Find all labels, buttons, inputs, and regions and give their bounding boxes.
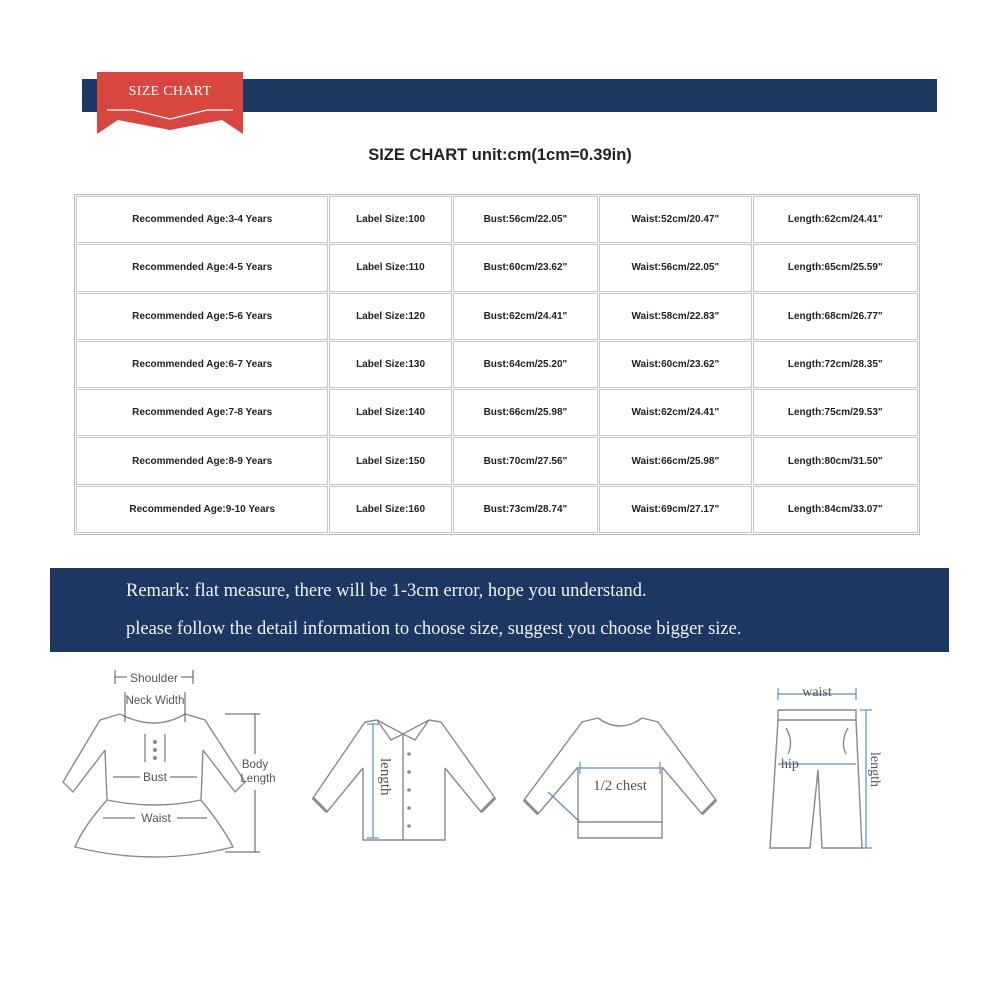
table-row — [76, 389, 918, 436]
table-row — [76, 293, 918, 340]
pants-diagram — [760, 680, 890, 855]
length-cell: Length:65cm/25.59" — [753, 244, 918, 291]
label-size-cell: Label Size:110 — [329, 244, 451, 291]
length-cell: Length:62cm/24.41" — [753, 196, 918, 243]
length-cell: Length:80cm/31.50" — [753, 437, 918, 484]
length-cell: Length:75cm/29.53" — [753, 389, 918, 436]
sweater-chest-label: 1/2 chest — [593, 778, 647, 794]
age-cell: Recommended Age:4-5 Years — [76, 244, 328, 291]
table-row — [76, 341, 918, 388]
age-cell: Recommended Age:7-8 Years — [76, 389, 328, 436]
table-row — [76, 244, 918, 291]
bust-cell: Bust:56cm/22.05" — [453, 196, 598, 243]
dress-body-label: Body — [241, 759, 269, 771]
chart-title: SIZE CHART unit:cm(1cm=0.39in) — [368, 146, 632, 164]
dress-shoulder-label: Shoulder — [129, 671, 179, 685]
bust-cell: Bust:60cm/23.62" — [453, 244, 598, 291]
dress-diagram — [55, 662, 285, 872]
waist-cell: Waist:66cm/25.98" — [599, 437, 751, 484]
age-cell: Recommended Age:8-9 Years — [76, 437, 328, 484]
bust-cell: Bust:70cm/27.56" — [453, 437, 598, 484]
waist-cell: Waist:69cm/27.17" — [599, 486, 751, 533]
bust-cell: Bust:64cm/25.20" — [453, 341, 598, 388]
age-cell: Recommended Age:3-4 Years — [76, 196, 328, 243]
pants-waist-label: waist — [802, 685, 832, 700]
size-table — [74, 194, 920, 535]
label-size-cell: Label Size:130 — [329, 341, 451, 388]
pants-length-label: length — [867, 752, 882, 787]
label-size-cell: Label Size:150 — [329, 437, 451, 484]
dress-waist-label: Waist — [141, 811, 171, 825]
sweater-diagram — [520, 712, 720, 842]
ribbon-badge — [97, 72, 243, 134]
table-row — [76, 196, 918, 243]
label-size-cell: Label Size:140 — [329, 389, 451, 436]
remark-line-1: Remark: flat measure, there will be 1-3cm error, hope you understand. — [126, 581, 647, 601]
label-size-cell: Label Size:160 — [329, 486, 451, 533]
waist-cell: Waist:60cm/23.62" — [599, 341, 751, 388]
waist-cell: Waist:56cm/22.05" — [599, 244, 751, 291]
dress-neck-width-label: Neck Width — [125, 695, 185, 707]
age-cell: Recommended Age:5-6 Years — [76, 293, 328, 340]
length-cell: Length:84cm/33.07" — [753, 486, 918, 533]
waist-cell: Waist:58cm/22.83" — [599, 293, 751, 340]
bust-cell: Bust:62cm/24.41" — [453, 293, 598, 340]
ribbon-label: SIZE CHART — [128, 84, 212, 99]
length-cell: Length:72cm/28.35" — [753, 341, 918, 388]
shirt-length-label: length — [377, 758, 393, 796]
table-row — [76, 486, 918, 533]
dress-bust-label: Bust — [142, 770, 168, 784]
table-row — [76, 437, 918, 484]
shirt-diagram — [305, 710, 505, 850]
label-size-cell: Label Size:120 — [329, 293, 451, 340]
bust-cell: Bust:66cm/25.98" — [453, 389, 598, 436]
pants-hip-label: hip — [781, 757, 799, 772]
label-size-cell: Label Size:100 — [329, 196, 451, 243]
length-cell: Length:68cm/26.77" — [753, 293, 918, 340]
dress-length-label: Length — [240, 773, 276, 785]
age-cell: Recommended Age:9-10 Years — [76, 486, 328, 533]
bust-cell: Bust:73cm/28.74" — [453, 486, 598, 533]
remark-line-2: please follow the detail information to choose size, suggest you choose bigger size. — [126, 619, 742, 639]
waist-cell: Waist:52cm/20.47" — [599, 196, 751, 243]
waist-cell: Waist:62cm/24.41" — [599, 389, 751, 436]
age-cell: Recommended Age:6-7 Years — [76, 341, 328, 388]
